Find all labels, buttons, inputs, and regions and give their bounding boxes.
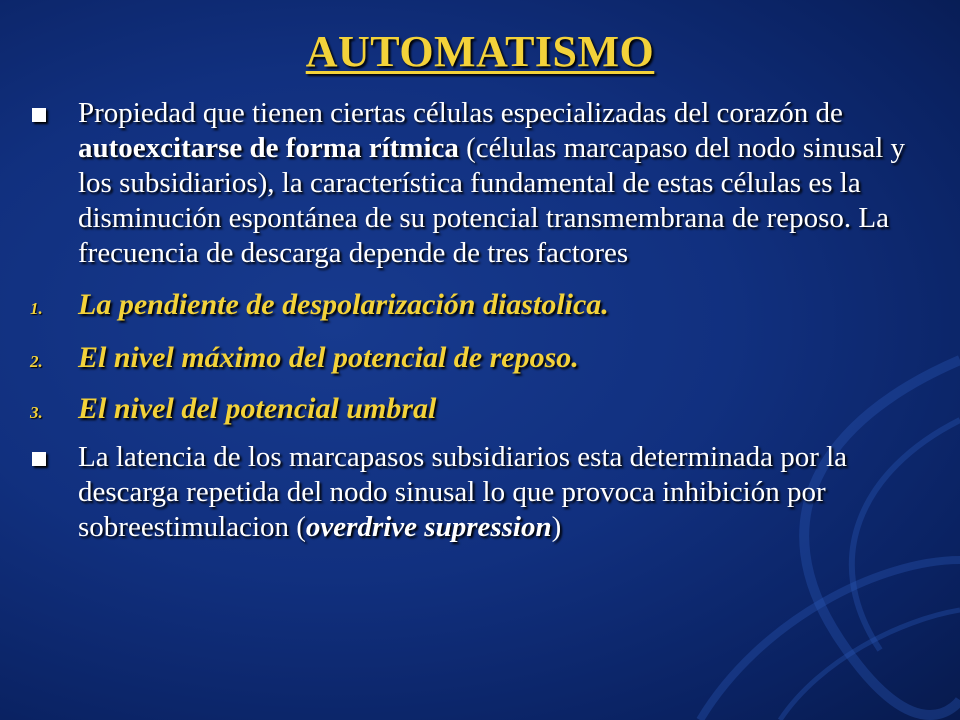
bullet-paragraph-2 bbox=[30, 440, 935, 545]
number-marker-2: 2. bbox=[30, 352, 43, 371]
numbered-item-3 bbox=[30, 391, 935, 426]
numbered-item-2-text: El nivel máximo del potencial de reposo. bbox=[78, 341, 579, 374]
slide-content bbox=[30, 96, 935, 545]
para1-text-a: Propiedad que tienen ciertas células especializadas del corazón de bbox=[78, 97, 843, 129]
square-bullet-icon bbox=[32, 452, 46, 466]
number-marker-3: 3. bbox=[30, 403, 43, 422]
square-bullet-icon bbox=[32, 108, 46, 122]
para1-text-b: (células marcapaso del nodo sinusal y los subsidiarios), la característica fundamental de estas células es la disminución espontánea de su potencial transmembrana de reposo. La frecuencia de descarga depende de tres factores bbox=[78, 132, 906, 269]
numbered-item-1-text: La pendiente de despolarización diastolica. bbox=[78, 288, 609, 321]
number-marker-1: 1. bbox=[30, 299, 43, 318]
para2-text-b: ) bbox=[551, 511, 562, 543]
numbered-item-1 bbox=[30, 287, 935, 322]
bullet-paragraph-1 bbox=[30, 96, 935, 271]
para2-bold-italic: overdrive supression bbox=[305, 511, 552, 543]
numbered-item-3-text: El nivel del potencial umbral bbox=[78, 392, 437, 425]
slide-title: AUTOMATISMO bbox=[305, 27, 655, 76]
para1-bold: autoexcitarse de forma rítmica bbox=[78, 132, 459, 164]
numbered-item-2 bbox=[30, 340, 935, 375]
para2-text-a: La latencia de los marcapasos subsidiarios esta determinada por la descarga repetida del nodo sinusal lo que provoca inhibición por sobreestimulacion ( bbox=[78, 441, 848, 543]
